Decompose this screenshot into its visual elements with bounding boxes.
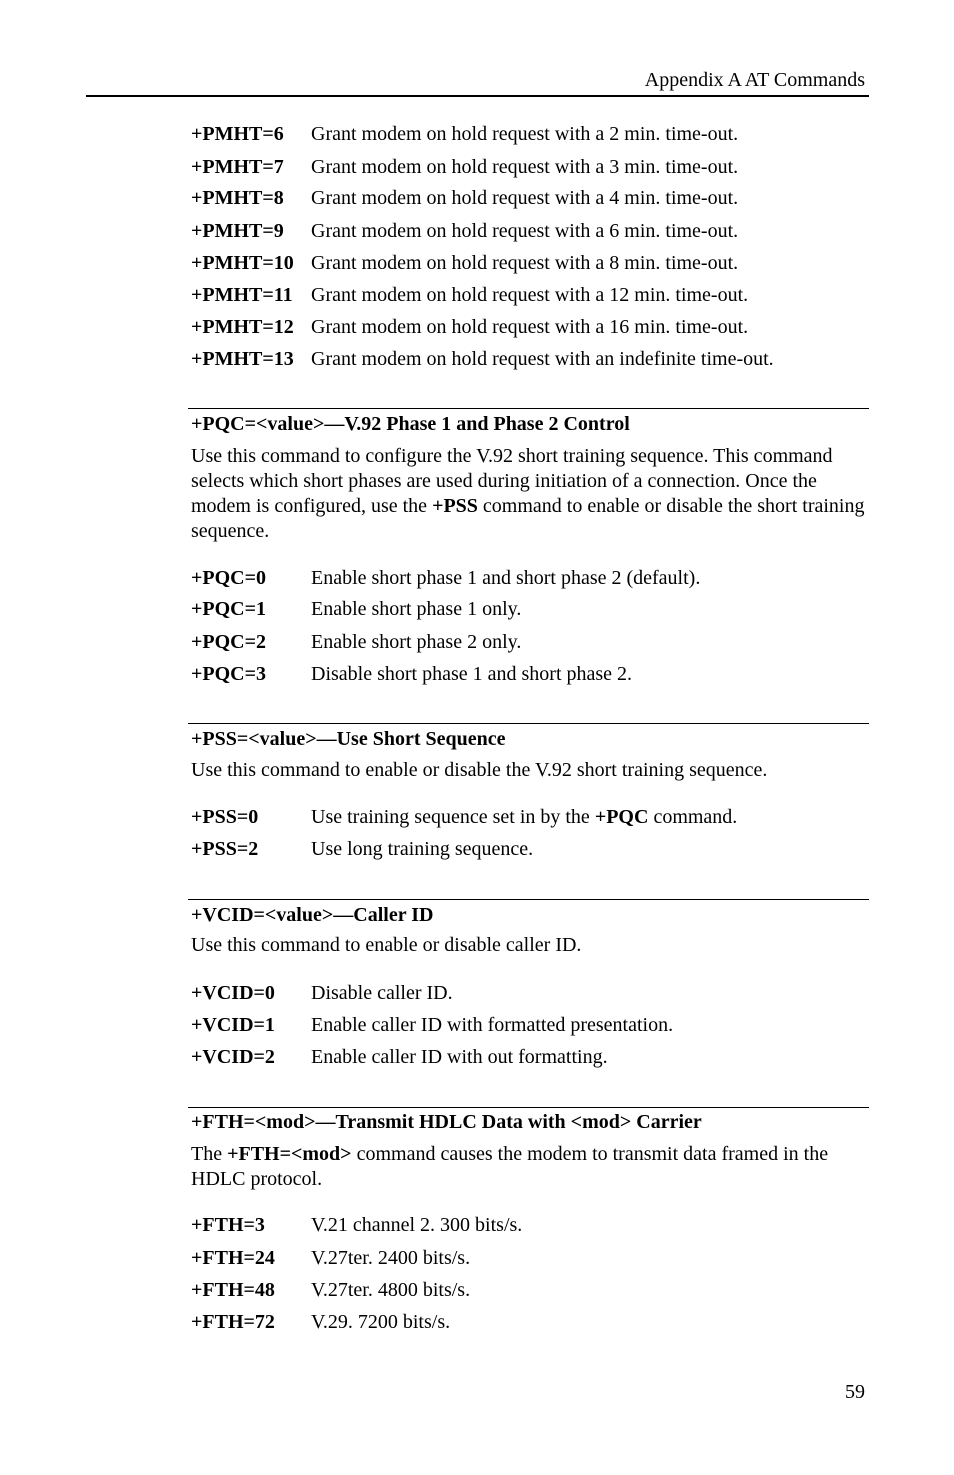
command-description: Grant modem on hold request with a 8 min. time-out. (311, 252, 739, 274)
command-description: Grant modem on hold request with an indefinite time-out. (311, 348, 774, 370)
command-code: +PSS=0 (191, 806, 259, 828)
section-rule (188, 899, 869, 900)
command-description: Enable short phase 1 and short phase 2 (default). (311, 567, 701, 589)
command-description: V.29. 7200 bits/s. (311, 1311, 451, 1333)
command-description: Grant modem on hold request with a 6 min. time-out. (311, 220, 739, 242)
command-code: +PMHT=6 (191, 123, 284, 145)
paragraph-text: Use this command to configure the V.92 short training sequence. This command selects which short phases are used during initiation of a connection. Once the modem is configured, use the (191, 445, 833, 517)
command-code: +VCID=1 (191, 1014, 275, 1036)
description-text: command. (648, 806, 738, 828)
command-code: +FTH=48 (191, 1279, 275, 1301)
command-description: Use long training sequence. (311, 838, 534, 860)
command-code: +PMHT=9 (191, 220, 284, 242)
command-description: V.21 channel 2. 300 bits/s. (311, 1214, 523, 1236)
running-header: Appendix A AT Commands (644, 69, 865, 91)
command-description: Grant modem on hold request with a 4 min. time-out. (311, 187, 739, 209)
section-title-vcid: +VCID=<value>—Caller ID (191, 904, 434, 926)
command-description (311, 804, 737, 830)
section-title-pss: +PSS=<value>—Use Short Sequence (191, 728, 506, 750)
section-rule (188, 408, 869, 409)
section-paragraph-pss: Use this command to enable or disable the V.92 short training sequence. (191, 759, 768, 781)
command-code: +FTH=72 (191, 1311, 275, 1333)
paragraph-text: command to enable or disable the short training sequence. (191, 495, 865, 542)
paragraph-bold-command: +FTH=<mod> (227, 1143, 352, 1165)
command-code: +VCID=2 (191, 1046, 275, 1068)
command-code: +PQC=1 (191, 598, 267, 620)
command-code: +PMHT=12 (191, 316, 294, 338)
description-bold-command: +PQC (594, 806, 649, 828)
section-rule (188, 1107, 869, 1108)
description-text: Use training sequence set in by the (311, 806, 595, 828)
command-code: +FTH=24 (191, 1247, 275, 1269)
command-description: Enable caller ID with out formatting. (311, 1046, 608, 1068)
command-code: +PQC=3 (191, 663, 267, 685)
section-paragraph-vcid: Use this command to enable or disable caller ID. (191, 934, 582, 956)
paragraph-text: command causes the modem to transmit data framed in the HDLC protocol. (191, 1143, 829, 1190)
command-code: +PQC=0 (191, 567, 267, 589)
section-paragraph-pqc (191, 444, 867, 544)
page-number: 59 (845, 1381, 865, 1403)
command-code: +PMHT=8 (191, 187, 284, 209)
command-description: Disable short phase 1 and short phase 2. (311, 663, 633, 685)
command-code: +PSS=2 (191, 838, 259, 860)
command-code: +PMHT=7 (191, 156, 284, 178)
paragraph-bold-command: +PSS (432, 495, 478, 517)
command-description: V.27ter. 4800 bits/s. (311, 1279, 471, 1301)
command-code: +PQC=2 (191, 631, 267, 653)
command-description: Grant modem on hold request with a 12 min. time-out. (311, 284, 749, 306)
header-rule (86, 95, 869, 97)
command-description: Grant modem on hold request with a 2 min. time-out. (311, 123, 739, 145)
command-description: Enable caller ID with formatted presentation. (311, 1014, 674, 1036)
command-code: +PMHT=11 (191, 284, 293, 306)
command-code: +PMHT=10 (191, 252, 294, 274)
command-description: V.27ter. 2400 bits/s. (311, 1247, 471, 1269)
command-code: +VCID=0 (191, 982, 275, 1004)
command-description: Enable short phase 1 only. (311, 598, 522, 620)
section-title-fth: +FTH=<mod>—Transmit HDLC Data with <mod> Carrier (191, 1111, 702, 1133)
command-description: Grant modem on hold request with a 16 min. time-out. (311, 316, 749, 338)
command-code: +PMHT=13 (191, 348, 294, 370)
section-title-pqc: +PQC=<value>—V.92 Phase 1 and Phase 2 Control (191, 413, 630, 435)
section-rule (188, 723, 869, 724)
command-description: Grant modem on hold request with a 3 min. time-out. (311, 156, 739, 178)
command-code: +FTH=3 (191, 1214, 265, 1236)
section-paragraph-fth (191, 1142, 867, 1192)
command-description: Enable short phase 2 only. (311, 631, 522, 653)
command-description: Disable caller ID. (311, 982, 453, 1004)
paragraph-text: The (191, 1143, 228, 1165)
